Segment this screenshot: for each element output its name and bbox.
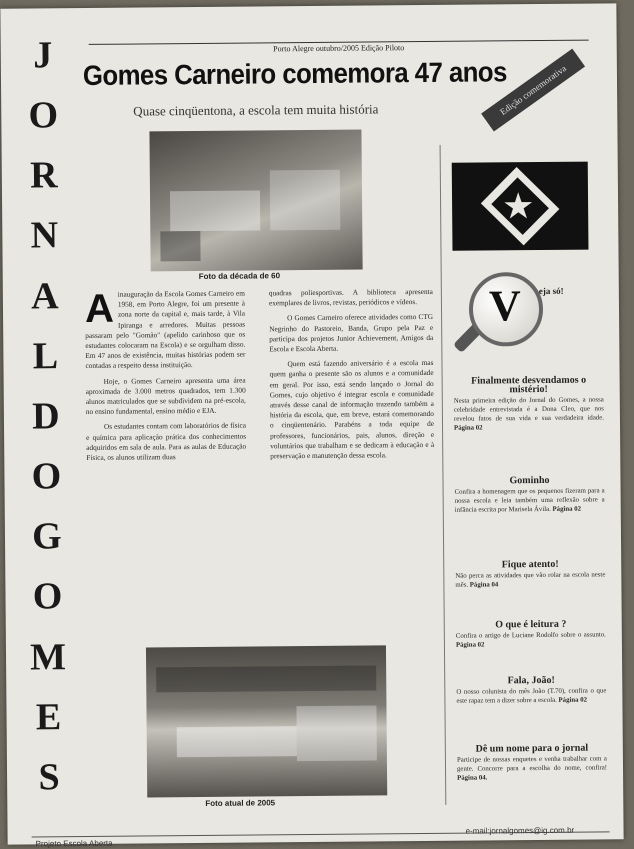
sidebar-item-page: Página 02 (552, 505, 582, 513)
article-column-1 (84, 286, 247, 469)
masthead-letter: O (28, 94, 59, 137)
masthead-letter: S (38, 756, 60, 799)
article-paragraph: O Gomes Carneiro oferece atividades como CTG Negrinho do Pastoreio, Banda, Grupo pela Paz e participa dos projetos Junior Achievement, Amigos da Escola e Escola Aberta. (269, 312, 434, 354)
sidebar-item (457, 743, 607, 782)
sidebar-item (454, 475, 604, 514)
edition-stamp: Edição comemorativa (481, 49, 585, 132)
masthead-letter: E (35, 695, 62, 739)
sidebar-item-title: Dê um nome para o jornal (475, 742, 589, 755)
sidebar-item-body: Participe de nossas enquetes e venha trabalhar com a gente. Concorre para a escolha do nome, confira! (456, 755, 608, 773)
photo-caption-2: Foto atual de 2005 (205, 798, 276, 808)
sidebar-item-page: Página 02 (454, 424, 483, 432)
sidebar-item-page: Página 02 (455, 641, 485, 649)
sidebar-item-title: Finalmente desvendamos o mistério! (471, 374, 587, 396)
sidebar-item-body: O nosso colunista do mês João (T.70), confira o que este rapaz tem a dizer sobre a escola. (456, 687, 607, 705)
sidebar-item-page: Página 04. (457, 774, 488, 782)
sidebar-item-page: Página 02 (558, 696, 588, 704)
sidebar-item (454, 375, 604, 432)
sidebar-item-title: Gominho (509, 474, 550, 487)
sidebar-item-body: Nesta primeira edição do Jornal do Gomes, a nossa celebridade entrevistada é a Dona Cleo, que nos revelou fatos de sua vida e sua verdadeira idade. (453, 396, 604, 423)
masthead-letter: R (29, 154, 58, 197)
drop-cap: A (84, 286, 115, 331)
masthead-letter: N (30, 214, 59, 257)
masthead-letter: G (32, 515, 62, 558)
masthead-letter: L (32, 334, 59, 378)
sidebar-item (456, 675, 606, 705)
masthead-vertical (19, 34, 74, 799)
article-paragraph: Quem está fazendo aniversário é a escola mas quem ganha o presente são os alunos e a comunidade em geral. Por isso, está sendo lançado o Jornal do Gomes, cujo objetivo é integrar escola e comunidade através desse canal de informação trazendo também a história da escola, que, em breve, estará comemorando o cinqüentenário. Parabéns a toda equipe de professores, funcionários, pais, alunos, direção e voluntários que trabalham e se dedicam à educação e à preservação e manutenção dessa escola. (269, 358, 435, 461)
article-column-2 (269, 287, 435, 467)
masthead-letter: J (33, 34, 53, 77)
subheadline: Quase cinqüentona, a escola tem muita história (133, 101, 379, 119)
newspaper-page (0, 3, 623, 849)
lens-letter: V (488, 281, 521, 331)
sidebar-item-body: Confira a homenagem que os pequenos fizeram para a nossa escola e leia também uma reflexão sobre a infância escrita por Marisela Ávila. (454, 487, 605, 514)
lens-text: eja só! (538, 285, 564, 297)
article-paragraph: inauguração da Escola Gomes Carneiro em 1958, em Porto Alegre, foi um presente à zona norte da capital e, mais tarde, à Vila Ipiranga e arredores. Muitas pessoas passaram pelo "Gomão" (apelido carinhoso que os estudantes colocaram na Escola) e se orgulham disso. Em 47 anos de existência, muitas histórias podem ser contadas a respeito dessa instituição. (85, 288, 246, 371)
sidebar-item (456, 619, 606, 649)
school-flag (452, 162, 589, 251)
sidebar-item-body: Não perca as atividades que vão rolar na escola neste mês. (455, 571, 606, 589)
sidebar-item-title: O que é leitura ? (495, 618, 567, 631)
sidebar-item-page: Página 04 (469, 581, 499, 589)
star-icon: ★ (501, 186, 535, 227)
sidebar-item-body: Confira o artigo de Luciane Rodolfo sobre o assunto. (455, 631, 606, 640)
headline: Gomes Carneiro comemora 47 anos (82, 56, 507, 91)
sidebar-item (455, 559, 605, 589)
column-divider (440, 145, 447, 805)
footer-email: e-mail:jornalgomes@ig.com.br (465, 825, 575, 836)
edition-line: Porto Alegre outubro/2005 Edição Piloto (89, 40, 589, 55)
article-paragraph: Hoje, o Gomes Carneiro apresenta uma área aproximada de 3.000 metros quadrados, tem 1.300 alunos matriculados que se subdividem na pré-escola, no ensino fundamental, ensino médio e EJA. (85, 375, 246, 417)
sidebar-item-title: Fique atento! (501, 558, 559, 571)
footer-project: Projeto Escola Aberta (35, 838, 113, 849)
photo-1960s (149, 130, 362, 272)
article-paragraph: Os estudantes contam com laboratórios de física e química para aplicação prática dos conhecimentos adquiridos em sala de aula. Para as aulas de Educação Física, os alunos utilizam duas (86, 421, 247, 463)
masthead-letter: M (29, 635, 67, 679)
article-paragraph: quadras poliesportivas. A biblioteca apresenta exemplares de livros, revistas, periódicos e vídeos. (268, 286, 433, 308)
masthead-letter: O (32, 575, 63, 618)
masthead-letter: A (30, 274, 59, 318)
masthead-letter: O (31, 455, 62, 498)
masthead-letter: D (32, 395, 60, 438)
photo-2005 (146, 645, 387, 797)
sidebar-item-title: Fala, João! (507, 674, 555, 687)
photo-caption-1: Foto da década de 60 (198, 271, 281, 281)
